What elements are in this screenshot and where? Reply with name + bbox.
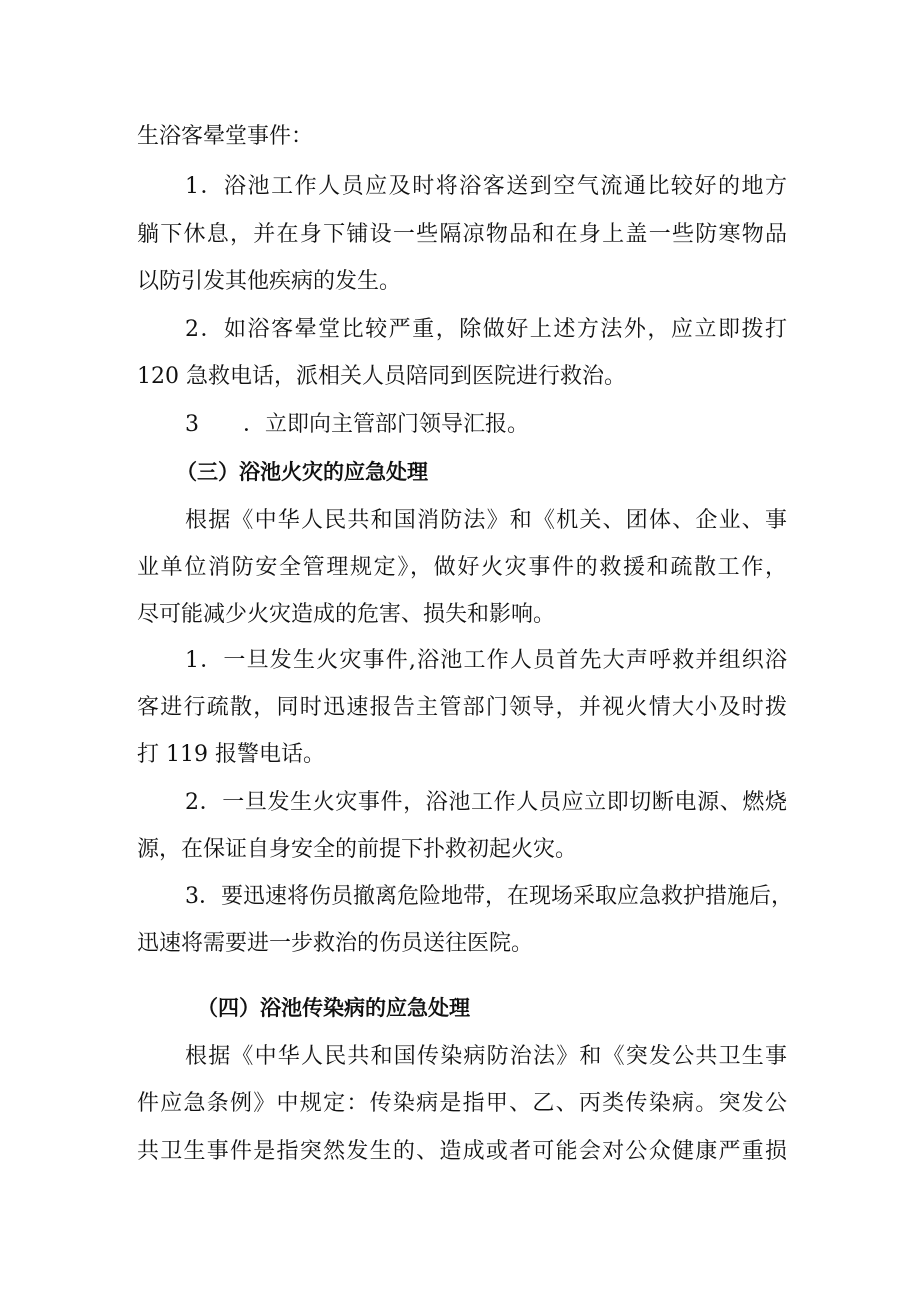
- paragraph-line: 尽可能减少火灾造成的危害、损失和影响。: [137, 602, 556, 627]
- paragraph-line: 120 急救电话，派相关人员陪同到医院进行救治。: [137, 364, 626, 389]
- list-item-line: 2．一旦发生火灾事件，浴池工作人员应立即切断电源、燃烧: [185, 790, 787, 815]
- section-heading: （四）浴池传染病的应急处理: [197, 996, 470, 1020]
- paragraph-line: 躺下休息，并在身下铺设一些隔凉物品和在身上盖一些防寒物品: [137, 222, 787, 247]
- paragraph-line: 客进行疏散，同时迅速报告主管部门领导，并视火情大小及时拨: [137, 695, 787, 720]
- paragraph-line: 源，在保证自身安全的前提下扑救初起火灾。: [137, 837, 578, 862]
- list-item-line: 1．一旦发生火灾事件,浴池工作人员首先大声呼救并组织浴: [185, 648, 787, 673]
- paragraph-line: 共卫生事件是指突然发生的、造成或者可能会对公众健康严重损: [137, 1139, 787, 1164]
- section-heading: （三）浴池火灾的应急处理: [176, 460, 428, 484]
- paragraph-line: 迅速将需要进一步救治的伤员送往医院。: [137, 931, 534, 956]
- paragraph-line: 生浴客晕堂事件：: [137, 124, 314, 149]
- list-item-line: 3．要迅速将伤员撤离危险地带，在现场采取应急救护措施后，: [185, 884, 793, 909]
- paragraph-line: 根据《中华人民共和国传染病防治法》和《突发公共卫生事: [185, 1044, 787, 1069]
- paragraph-line: 以防引发其他疾病的发生。: [137, 269, 402, 294]
- list-item-line: 3 ．立即向主管部门领导汇报。: [185, 412, 529, 437]
- paragraph-line: 根据《中华人民共和国消防法》和《机关、团体、企业、事: [185, 508, 787, 533]
- paragraph-line: 业单位消防安全管理规定》，做好火灾事件的救援和疏散工作，: [137, 555, 787, 580]
- list-item-line: 1．浴池工作人员应及时将浴客送到空气流通比较好的地方: [185, 174, 787, 199]
- paragraph-line: 件应急条例》中规定：传染病是指甲、乙、丙类传染病。突发公: [137, 1091, 787, 1116]
- list-item-line: 2．如浴客晕堂比较严重，除做好上述方法外，应立即拨打: [185, 317, 787, 342]
- paragraph-line: 打 119 报警电话。: [137, 742, 325, 767]
